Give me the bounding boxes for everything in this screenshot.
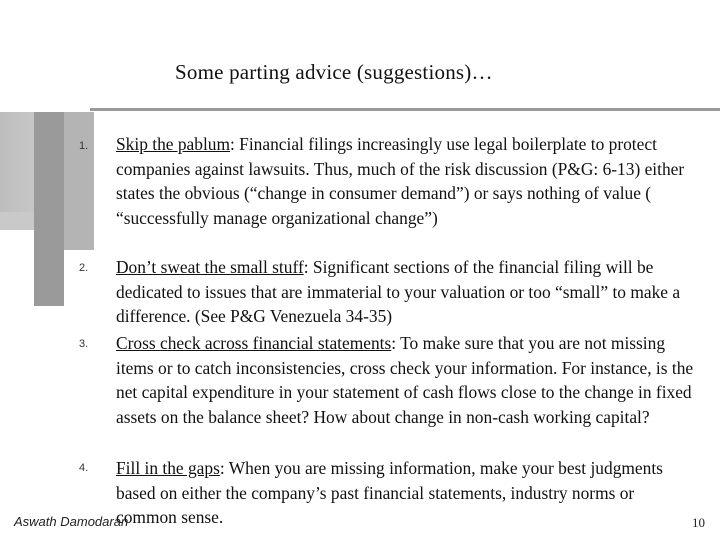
decor-bar (64, 110, 94, 250)
item-heading: Cross check across financial statements (116, 333, 392, 353)
list-item (116, 132, 696, 230)
title-area (0, 0, 720, 112)
slide-title: Some parting advice (suggestions)… (175, 60, 493, 84)
item-text: : To make sure that you are not missing items or to catch inconsistencies, cross check your information. For instance, is the net capital expenditure in your statement of cash flows close to the change in fixed assets on the balance sheet? How about change in non-cash working capital? (116, 333, 694, 427)
item-number: 1. (79, 140, 89, 152)
item-number: 4. (79, 462, 89, 474)
item-heading: Fill in the gaps (116, 458, 220, 478)
footer-author: Aswath Damodaran (14, 514, 129, 529)
item-text: : Significant sections of the financial filing will be dedicated to issues that are immaterial to your valuation or too “small” to make a difference. (See P&G Venezuela 34-35) (116, 257, 681, 326)
item-text: : When you are missing information, make your best judgments based on either the company’s past financial statements, industry norms or common sense. (116, 458, 663, 527)
item-heading: Don’t sweat the small stuff (116, 257, 304, 277)
item-number: 3. (79, 338, 89, 350)
item-number: 2. (79, 262, 89, 274)
list-item (116, 331, 696, 429)
decor-bar (34, 110, 64, 306)
page-number: 10 (692, 515, 705, 530)
item-heading: Skip the pablum (116, 134, 230, 154)
title-rule (90, 108, 720, 111)
list-item (116, 456, 696, 530)
item-text: : Financial filings increasingly use legal boilerplate to protect companies against lawsuits. Thus, much of the risk discussion (P&G: 6-13) either states the obvious (“change in consumer demand”) or says nothing of value ( “successfully manage organizational change”) (116, 134, 685, 228)
list-item (116, 255, 696, 329)
